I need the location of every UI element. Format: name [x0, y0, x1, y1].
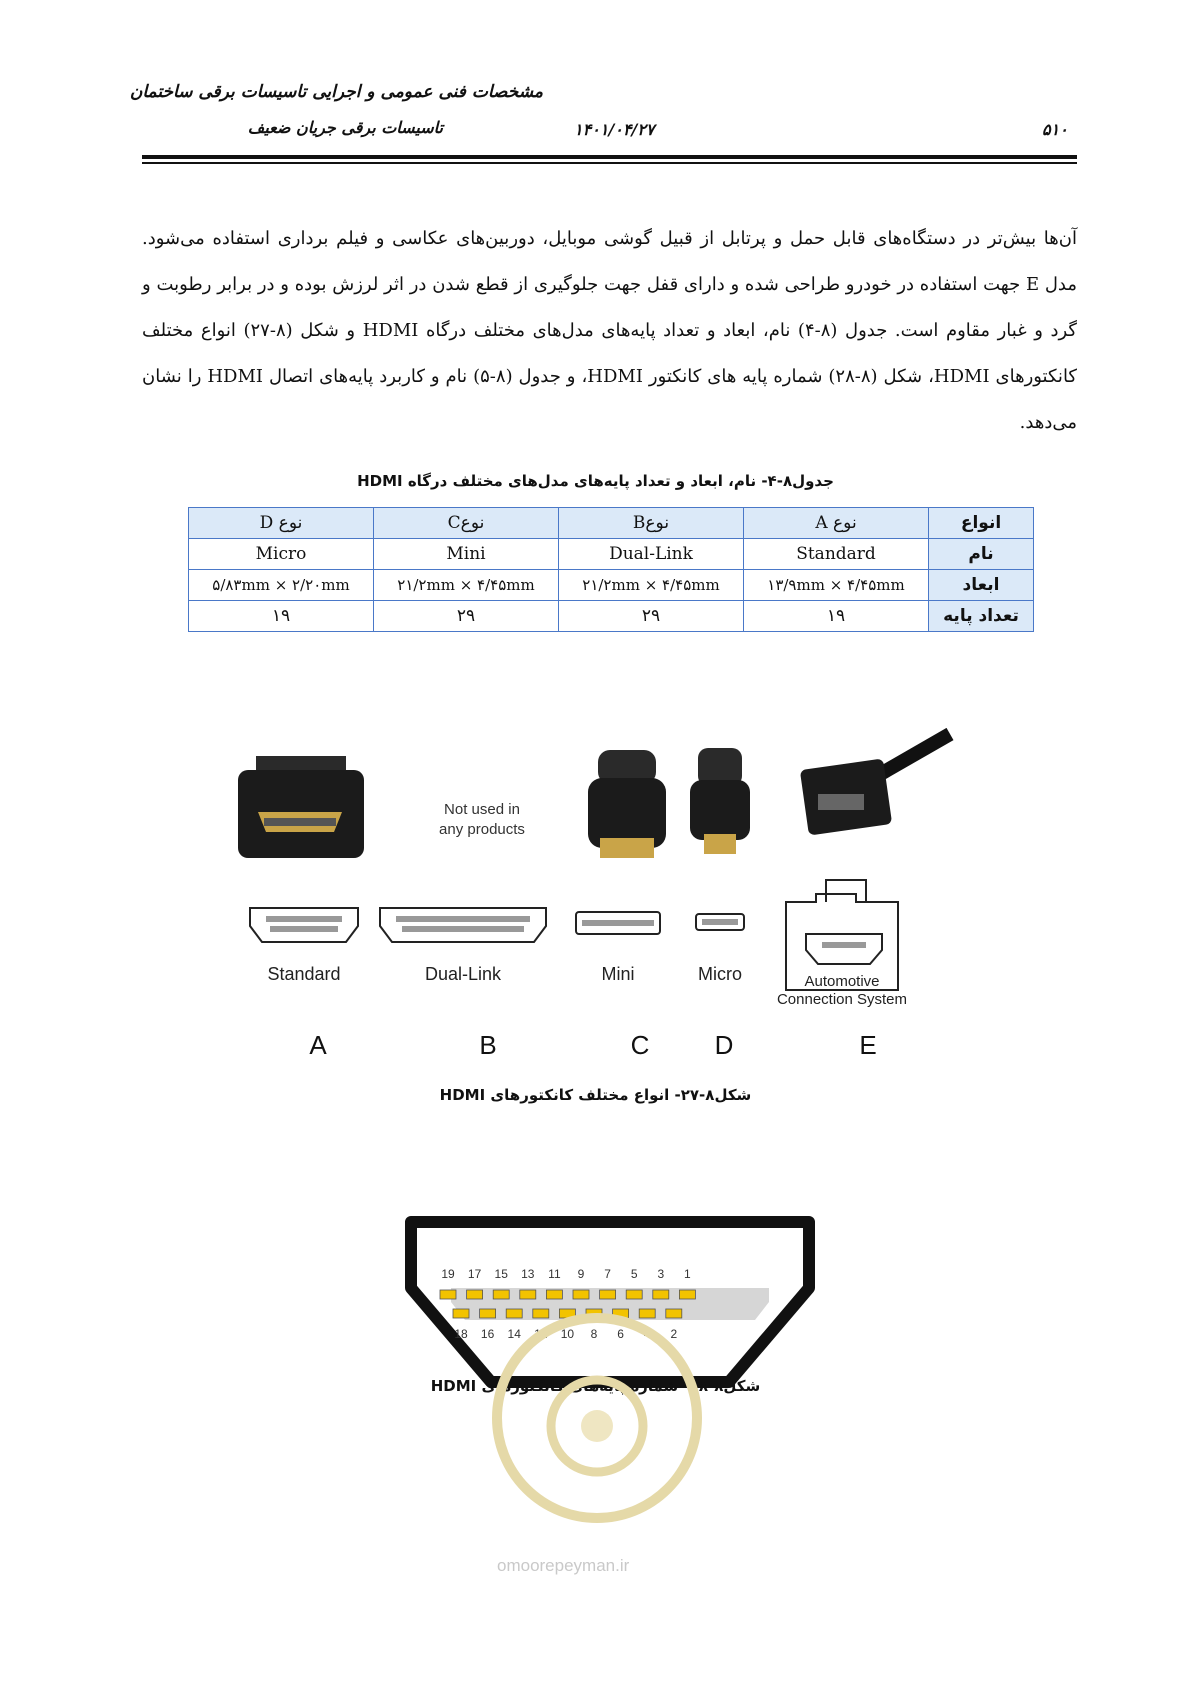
table-caption: جدول۸-۴- نام، ابعاد و تعداد پایه‌های مدل‌های مختلف درگاه HDMI	[357, 472, 834, 490]
pin-number: 8	[590, 1327, 598, 1341]
pin-number: 12	[534, 1327, 548, 1341]
pin-pad	[533, 1309, 549, 1318]
table-header-cell: نوع A	[744, 508, 929, 539]
connector-pin-hatching	[266, 916, 866, 948]
header-rule-thick	[142, 155, 1077, 159]
pin-number: 16	[480, 1327, 495, 1341]
pin-number: 11	[548, 1267, 561, 1281]
table-header-cell: نوع D	[189, 508, 374, 539]
pin-pad	[480, 1309, 496, 1318]
pin-number: 3	[657, 1267, 665, 1281]
not-used-line-1: Not used in	[444, 801, 520, 818]
table-cell: Dual-Link	[559, 539, 744, 570]
pin-number: 2	[670, 1327, 678, 1341]
pin-pad	[453, 1309, 469, 1318]
table-cell: Mini	[374, 539, 559, 570]
micro-connector-photo	[690, 748, 750, 854]
pin-pad	[679, 1290, 695, 1299]
figure-28-caption: شکل۸-۲۸- شماره پایه‌های کانکتورهای HDMI	[430, 1377, 761, 1395]
document-date: ۱۴۰۱/۰۴/۲۷	[574, 120, 655, 139]
table-header-cell: انواع	[929, 508, 1034, 539]
letter-d: D	[714, 1030, 734, 1060]
pin-number: 9	[577, 1267, 585, 1281]
table-cell: ۱۹	[189, 601, 374, 632]
figure-27-caption: شکل۸-۲۷- انواع مختلف کانکتورهای HDMI	[439, 1086, 752, 1104]
watermark-url: omoorepeyman.ir	[497, 1556, 630, 1575]
pin-pad	[626, 1290, 642, 1299]
pin-number: 1	[684, 1267, 691, 1281]
mini-connector-photo	[588, 750, 666, 858]
table-row-header: ابعاد	[929, 570, 1034, 601]
pin-pad	[600, 1290, 616, 1299]
table-header-cell: نوعB	[559, 508, 744, 539]
connector-outline-drawings	[250, 880, 898, 990]
pin-number: 19	[441, 1267, 455, 1281]
table-row	[189, 570, 1034, 601]
table-cell: Standard	[744, 539, 929, 570]
letter-e: E	[859, 1030, 877, 1060]
dual-link-label: Dual-Link	[424, 964, 502, 984]
pin-number: 18	[454, 1327, 468, 1341]
pin-pad	[520, 1290, 536, 1299]
header-rule-thin	[142, 162, 1077, 164]
table-row	[189, 539, 1034, 570]
standard-label: Standard	[267, 964, 341, 984]
pin-pad	[506, 1309, 522, 1318]
pin-pad	[440, 1290, 456, 1299]
pin-pad	[546, 1290, 562, 1299]
mini-label: Mini	[601, 964, 635, 984]
table-row-header: تعداد پایه	[929, 601, 1034, 632]
pin-number: 15	[494, 1267, 508, 1281]
body-paragraph: آن‌ها بیش‌تر در دستگاه‌های قابل حمل و پرتابل از قبیل گوشی موبایل، دوربین‌های عکاسی و فیلم برداری استفاده می‌شود. مدل E جهت استفاده در خودرو طراحی شده و دارای قفل جهت جلوگیری از قطع شدن در اثر لرزش بوده و در برابر رطوبت و گرد و غبار مقاوم است. جدول (۸-۴) نام، ابعاد و تعداد پایه‌های مدل‌های مختلف درگاه HDMI و شکل (۸-۲۷) انواع مختلف کانکتورهای HDMI، شکل (۸-۲۸) شماره پایه های کانکتور HDMI، و جدول (۸-۵) نام و کاربرد پایه‌های اتصال HDMI را نشان می‌دهد.	[142, 228, 1078, 433]
not-used-line-2: any products	[439, 821, 525, 838]
document-title: مشخصات فنی عمومی و اجرایی تاسیسات برقی ساختمان	[129, 82, 543, 102]
pin-number: 4	[643, 1327, 651, 1341]
pin-pad	[467, 1290, 483, 1299]
letter-c: C	[630, 1030, 650, 1060]
table-row	[189, 601, 1034, 632]
letter-a: A	[309, 1030, 327, 1060]
pin-pad	[573, 1290, 589, 1299]
pin-number: 7	[604, 1267, 611, 1281]
table-header-row	[189, 508, 1034, 539]
hdmi-types-table	[188, 507, 1034, 632]
table-cell: ۲۱/۲mm × ۴/۴۵mm	[374, 570, 559, 601]
table-row-header: نام	[929, 539, 1034, 570]
table-cell: ۲۹	[374, 601, 559, 632]
table-cell: ۱۹	[744, 601, 929, 632]
micro-label: Micro	[698, 964, 742, 984]
page-number: ۵۱۰	[1042, 120, 1068, 139]
pin-pad	[493, 1290, 509, 1299]
pin-pad	[559, 1309, 575, 1318]
document-subtitle: تاسیسات برقی جریان ضعیف	[247, 118, 443, 137]
pin-pad	[666, 1309, 682, 1318]
hdmi-pinout-figure	[395, 1210, 825, 1395]
pin-pad	[613, 1309, 629, 1318]
pin-number: 14	[507, 1327, 521, 1341]
table-cell: Micro	[189, 539, 374, 570]
table-cell: ۲۹	[559, 601, 744, 632]
pin-pad	[653, 1290, 669, 1299]
table-cell: ۱۳/۹mm × ۴/۴۵mm	[744, 570, 929, 601]
pin-number: 5	[630, 1267, 638, 1281]
pin-number: 17	[467, 1267, 482, 1281]
pin-number: 6	[617, 1327, 624, 1341]
hdmi-connector-types-figure	[230, 720, 990, 1070]
standard-connector-photo	[238, 756, 364, 858]
table-cell: ۵/۸۳mm × ۲/۲۰mm	[189, 570, 374, 601]
letter-b: B	[479, 1030, 497, 1060]
pin-pad	[639, 1309, 655, 1318]
automotive-label-2: Connection System	[776, 991, 908, 1008]
automotive-connector-photo	[800, 734, 950, 836]
table-cell: ۲۱/۲mm × ۴/۴۵mm	[559, 570, 744, 601]
automotive-label-1: Automotive	[804, 973, 880, 990]
pin-number: 13	[521, 1267, 535, 1281]
pin-number: 10	[560, 1327, 575, 1341]
table-header-cell: نوعC	[374, 508, 559, 539]
pin-pad	[586, 1309, 602, 1318]
